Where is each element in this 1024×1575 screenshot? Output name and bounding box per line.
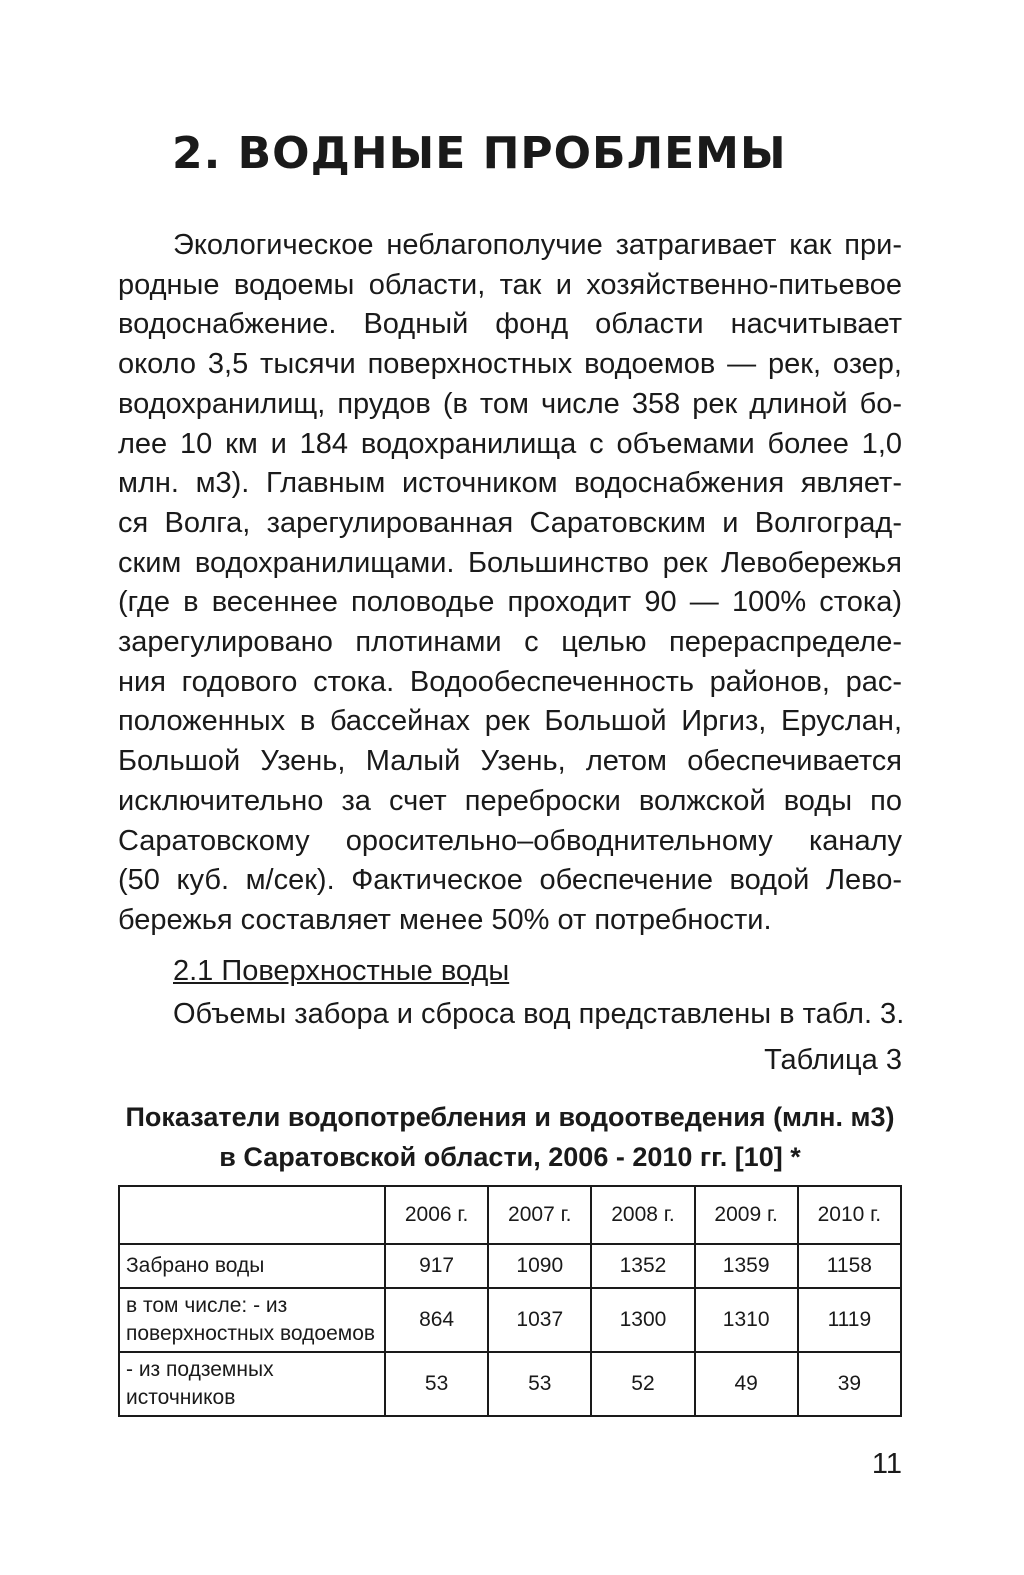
body-line: около 3,5 тысячи поверхностных водоемов — рек, озер, (118, 348, 902, 381)
body-line: водохранилищ, прудов (в том числе 358 рек длиной бо- (118, 387, 902, 420)
table-row (119, 1244, 901, 1288)
table-cell: 1300 (591, 1288, 694, 1352)
table-cell: 1119 (798, 1288, 901, 1352)
table-number-label: Таблица 3 (764, 1044, 902, 1076)
body-paragraph (118, 226, 902, 941)
table-cell: 1037 (488, 1288, 591, 1352)
table-cell: 917 (385, 1244, 488, 1288)
table-header-cell: 2008 г. (591, 1186, 694, 1244)
body-line: ся Волга, зарегулированная Саратовским и Волгоград- (118, 506, 902, 539)
table-cell: 49 (695, 1352, 798, 1416)
water-usage-table (118, 1185, 902, 1417)
body-line: Большой Узень, Малый Узень, летом обеспечивается (118, 745, 902, 778)
chapter-heading: 2. ВОДНЫЕ ПРОБЛЕМЫ (172, 128, 787, 179)
table-row (119, 1288, 901, 1352)
body-line: Саратовскому оросительно–обводнительному каналу (118, 824, 902, 857)
table-intro-text: Объемы забора и сброса вод представлены в табл. 3. (173, 998, 905, 1030)
table-header-cell: 2006 г. (385, 1186, 488, 1244)
body-line: положенных в бассейнах рек Большой Иргиз, Еруслан, (118, 705, 902, 738)
table-cell: 864 (385, 1288, 488, 1352)
body-line: водоснабжение. Водный фонд области насчитывает (118, 308, 902, 341)
body-line: зарегулировано плотинами с целью перераспределе- (118, 626, 902, 659)
table-header-cell: 2010 г. (798, 1186, 901, 1244)
table-row (119, 1352, 901, 1416)
table-row-label: - из подземных источников (119, 1352, 385, 1416)
body-line: лее 10 км и 184 водохранилища с объемами более 1,0 (118, 427, 902, 460)
table-header-cell: 2007 г. (488, 1186, 591, 1244)
table-caption-line: в Саратовской области, 2006 - 2010 гг. [10] * (219, 1142, 801, 1172)
table-corner-cell (119, 1186, 385, 1244)
subsection-heading: 2.1 Поверхностные воды (173, 955, 510, 987)
table-cell: 1352 (591, 1244, 694, 1288)
table-cell: 53 (385, 1352, 488, 1416)
body-line: Экологическое неблагополучие затрагивает как при- (173, 229, 902, 261)
table-caption-line: Показатели водопотребления и водоотведения (млн. м3) (125, 1102, 895, 1132)
body-line: бережья составляет менее 50% от потребности. (118, 903, 772, 936)
table-caption (118, 1097, 902, 1177)
table-row-label: в том числе: - из поверхностных водоемов (119, 1288, 385, 1352)
body-line: (50 куб. м/сек). Фактическое обеспечение водой Лево- (118, 864, 902, 897)
body-line: млн. м3). Главным источником водоснабжения являет- (118, 467, 902, 500)
table-cell: 39 (798, 1352, 901, 1416)
body-line: ским водохранилищами. Большинство рек Левобережья (118, 546, 902, 579)
table-header-cell: 2009 г. (695, 1186, 798, 1244)
table-header-row (119, 1186, 901, 1244)
table-cell: 1158 (798, 1244, 901, 1288)
page-number: 11 (871, 1448, 902, 1480)
body-line: (где в весеннее половодье проходит 90 — 100% стока) (118, 586, 902, 619)
table-cell: 1090 (488, 1244, 591, 1288)
table-cell: 1310 (695, 1288, 798, 1352)
table-row-label: Забрано воды (119, 1244, 385, 1288)
table-cell: 53 (488, 1352, 591, 1416)
table-cell: 52 (591, 1352, 694, 1416)
table-cell: 1359 (695, 1244, 798, 1288)
body-line: исключительно за счет переброски волжской воды по (118, 784, 902, 817)
body-line: ния годового стока. Водообеспеченность районов, рас- (118, 665, 902, 698)
body-line: родные водоемы области, так и хозяйственно-питьевое (118, 268, 902, 301)
